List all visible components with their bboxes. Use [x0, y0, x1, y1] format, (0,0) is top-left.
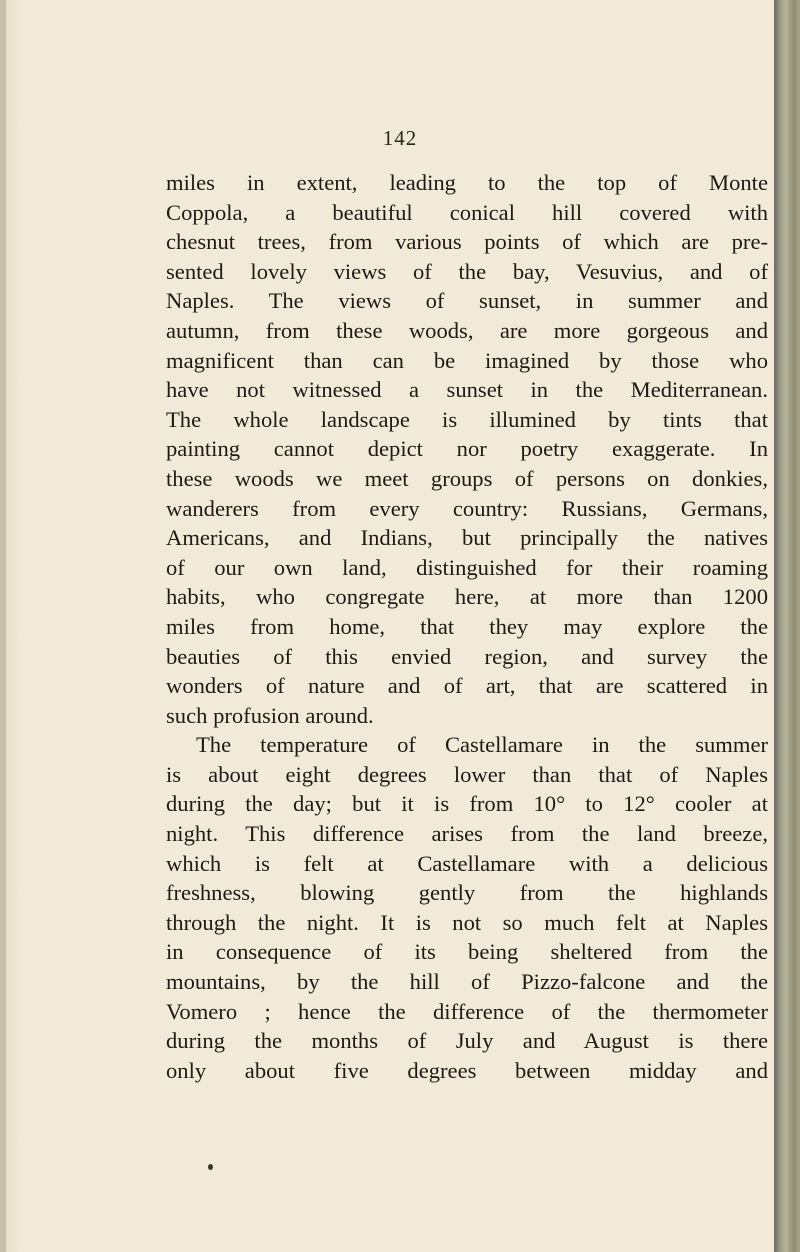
text-line: which is felt at Castellamare with a delicious	[166, 850, 768, 876]
text-line: mountains, by the hill of Pizzo-falcone and the	[166, 969, 768, 995]
text-line: of our own land, distinguished for their roaming	[166, 554, 768, 580]
text-line: beauties of this envied region, and survey the	[166, 643, 768, 669]
page-left-edge	[0, 0, 6, 1252]
text-line: have not witnessed a sunset in the Mediterranean.	[166, 377, 768, 403]
text-line: Americans, and Indians, but principally the natives	[166, 525, 768, 551]
text-line: is about eight degrees lower than that of Naples	[166, 761, 768, 787]
text-line: chesnut trees, from various points of which are pre-	[166, 229, 768, 255]
text-line: only about five degrees between midday and	[166, 1057, 768, 1083]
text-line: in consequence of its being sheltered from the	[166, 939, 768, 965]
text-line: Vomero ; hence the difference of the thermometer	[166, 998, 768, 1024]
text-line: sented lovely views of the bay, Vesuvius, and of	[166, 258, 768, 284]
text-line: freshness, blowing gently from the highlands	[166, 880, 768, 906]
text-line: through the night. It is not so much felt at Naples	[166, 909, 768, 935]
text-line: such profusion around.	[166, 702, 374, 728]
text-line: night. This difference arises from the land breeze,	[166, 821, 768, 847]
text-line: wonders of nature and of art, that are scattered in	[166, 673, 768, 699]
book-binding-edge	[774, 0, 800, 1252]
text-line: painting cannot depict nor poetry exaggerate. In	[166, 436, 768, 462]
text-line: autumn, from these woods, are more gorgeous and	[166, 317, 768, 343]
text-line: magnificent than can be imagined by those who	[166, 347, 768, 373]
body-text	[166, 168, 768, 1085]
text-line: miles from home, that they may explore the	[166, 613, 768, 639]
text-line: Coppola, a beautiful conical hill covered with	[166, 199, 768, 225]
page-number: 142	[382, 126, 418, 150]
text-line: Naples. The views of sunset, in summer and	[166, 288, 768, 314]
text-line: wanderers from every country: Russians, Germans,	[166, 495, 768, 521]
text-line: The whole landscape is illumined by tints that	[166, 406, 768, 432]
text-line: these woods we meet groups of persons on donkies,	[166, 465, 768, 491]
text-line: during the day; but it is from 10° to 12° cooler at	[166, 791, 768, 817]
text-line: miles in extent, leading to the top of Monte	[166, 170, 768, 195]
text-line: The temperature of Castellamare in the summer	[196, 732, 768, 758]
ink-speck	[208, 1164, 213, 1170]
text-line: habits, who congregate here, at more than 1200	[166, 584, 768, 610]
text-line: during the months of July and August is there	[166, 1028, 768, 1054]
